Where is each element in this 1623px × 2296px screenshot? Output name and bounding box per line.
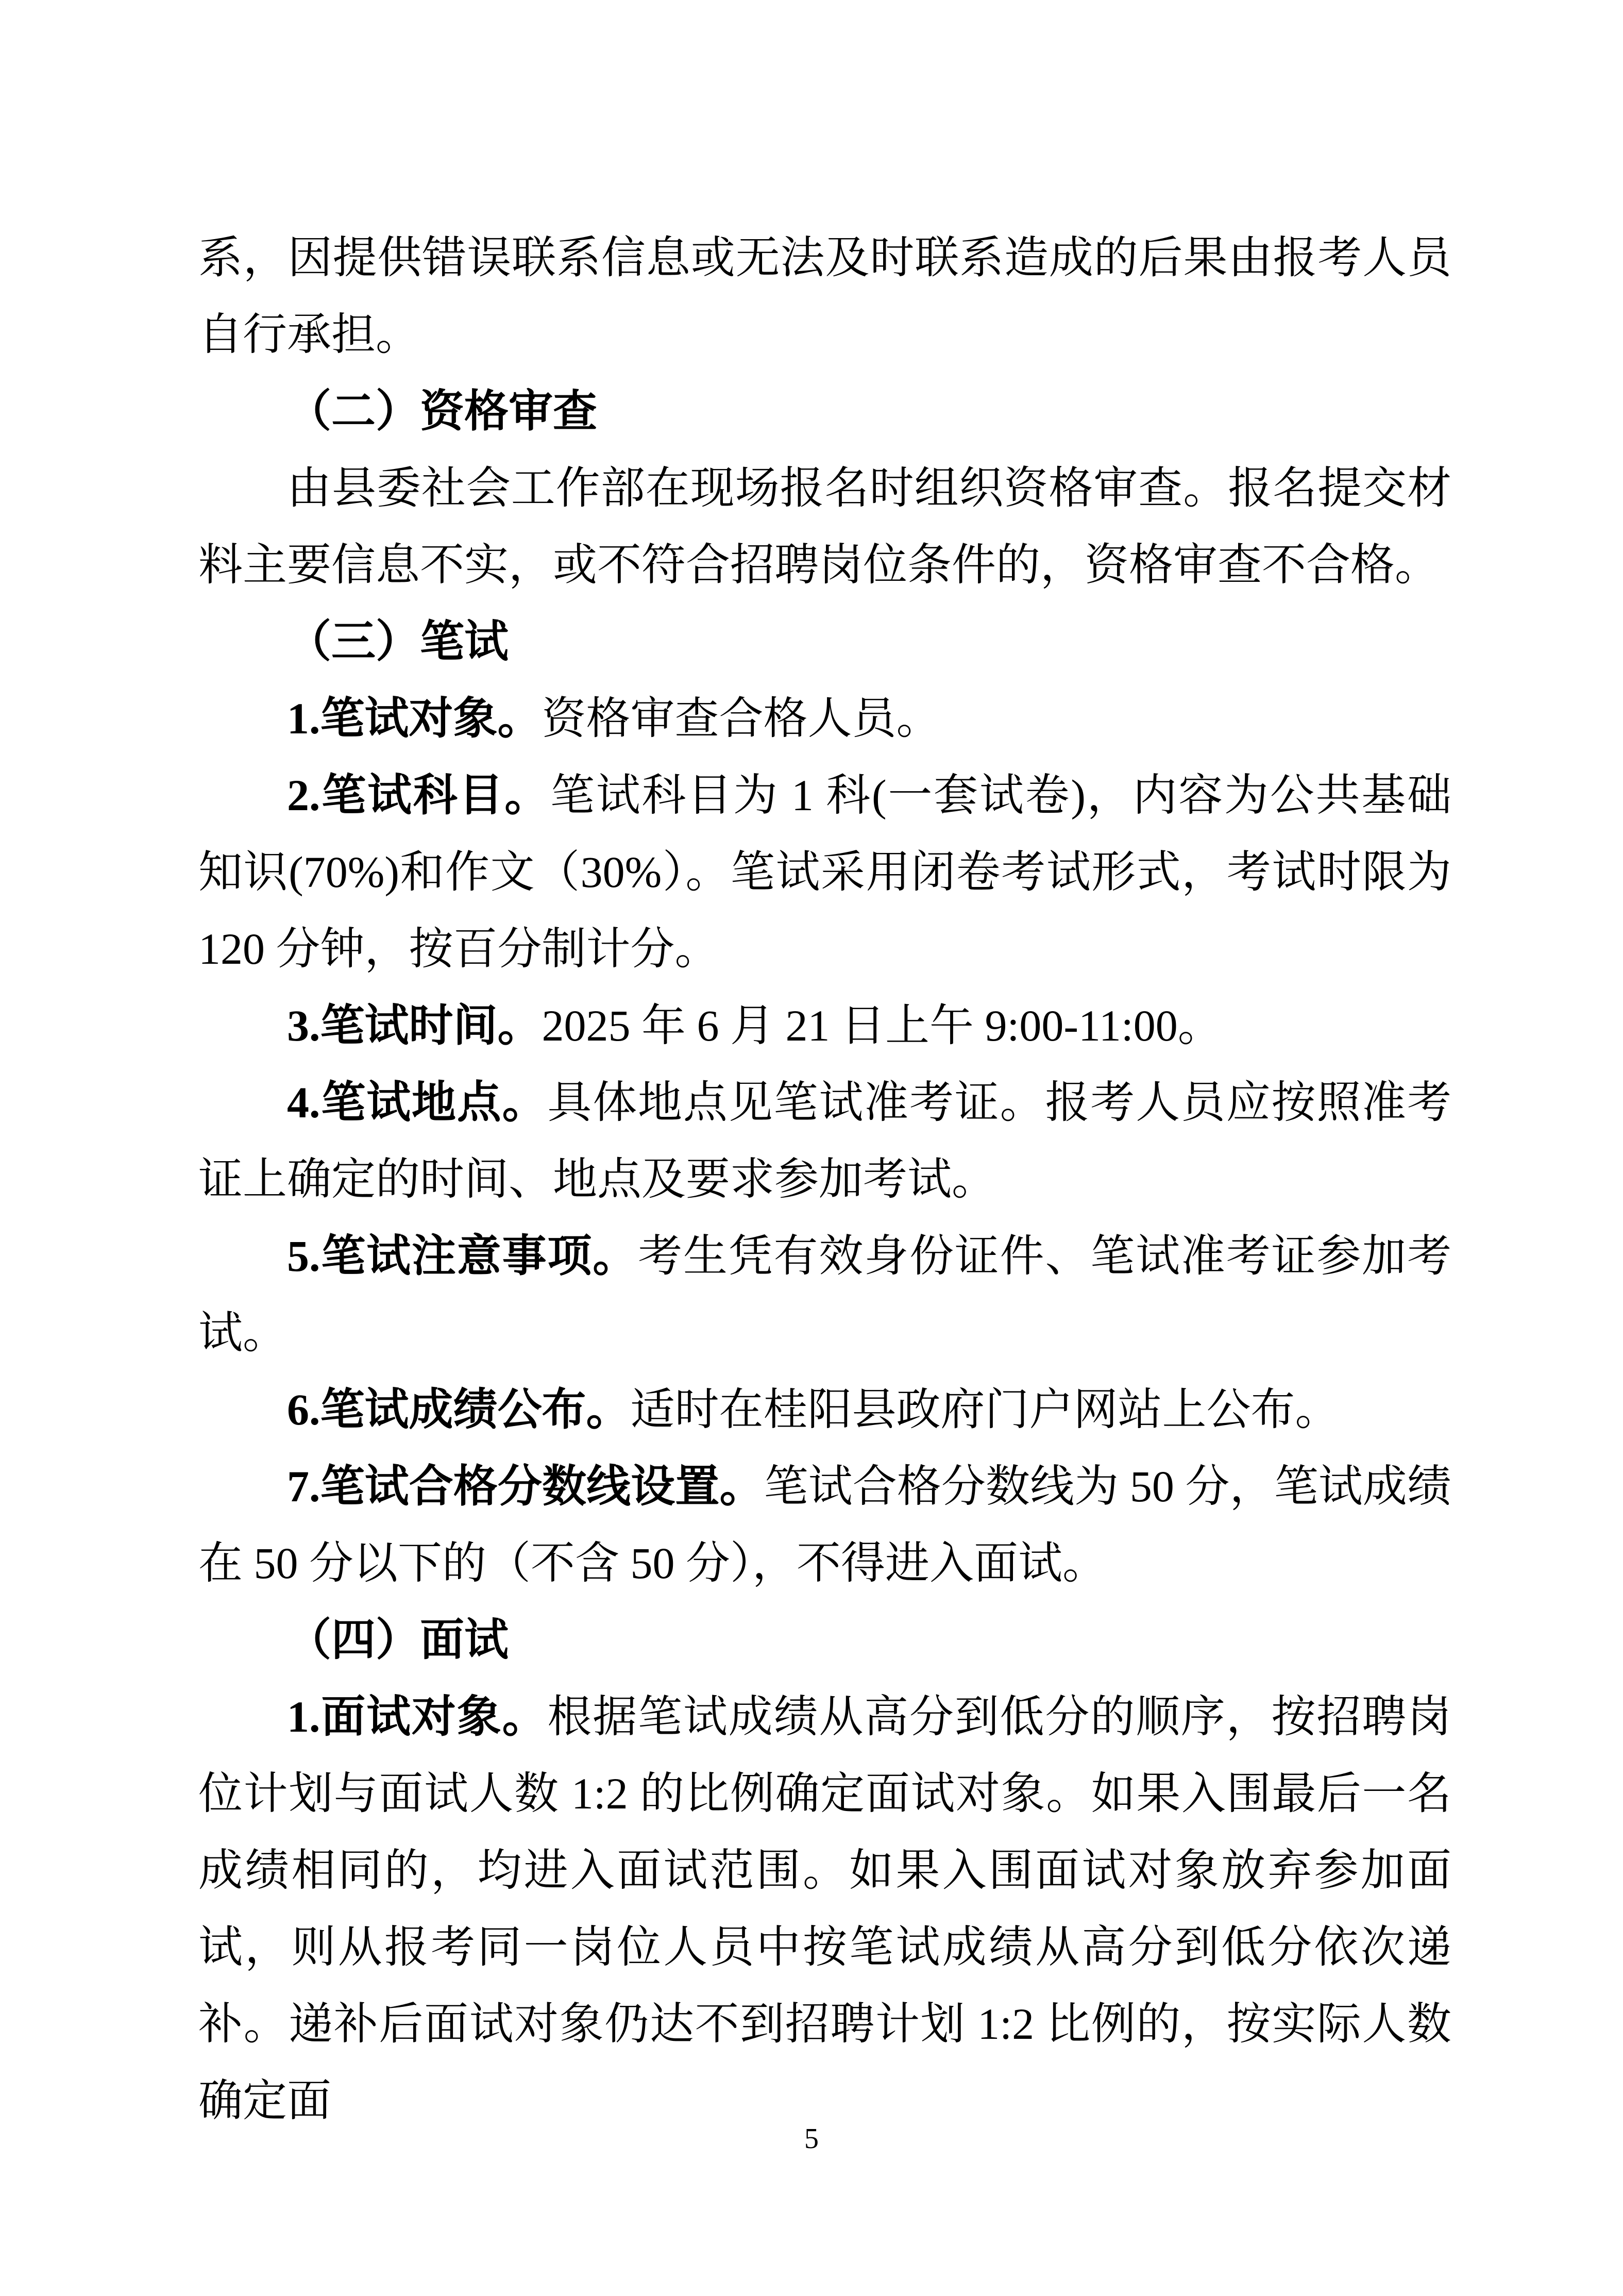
item-text: 资格审查合格人员。 [542, 694, 941, 743]
numbered-item-1 [198, 680, 1451, 757]
item-text: 笔试科目为 1 科(一套试卷)，内容为公共基础知识(70%)和作文（30%）。笔试采用闭卷考试形式，考试时限为 120 分钟，按百分制计分。 [198, 770, 1452, 974]
item-lead: 7.笔试合格分数线设置。 [287, 1462, 764, 1511]
paragraph-continuation [198, 220, 1451, 373]
page-number: 5 [804, 2123, 819, 2155]
numbered-item-3 [198, 987, 1451, 1064]
paragraph-text: 由县委社会工作部在现场报名时组织资格审查。报名提交材料主要信息不实，或不符合招聘岗位条件的，资格审查不合格。 [198, 463, 1451, 590]
item-text: 适时在桂阳县政府门户网站上公布。 [630, 1385, 1340, 1434]
section-heading-3 [198, 604, 1451, 680]
numbered-item-4 [198, 1064, 1451, 1218]
numbered-item-6 [198, 1371, 1451, 1448]
section-heading-label: （三）笔试 [287, 617, 509, 666]
section-heading-2 [198, 373, 1451, 450]
item-text: 根据笔试成绩从高分到低分的顺序，按招聘岗位计划与面试人数 1:2 的比例确定面试对象。如果入围最后一名成绩相同的，均进入面试范围。如果入围面试对象放弃参加面试，则从报考同一岗位人员中按笔试成绩从高分到低分依次递补。递补后面试对象仍达不到招聘计划 1:2 比例的，按实际人数确定面 [198, 1692, 1452, 2125]
numbered-item-2 [198, 757, 1451, 987]
item-text: 考生凭有效身份证件、笔试准考证参加考试。 [198, 1231, 1452, 1358]
item-lead: 5.笔试注意事项。 [287, 1231, 638, 1281]
item-lead: 1.面试对象。 [287, 1692, 548, 1741]
page-footer [0, 2123, 1623, 2154]
section-heading-label: （二）资格审查 [287, 387, 597, 436]
numbered-item-7 [198, 1448, 1451, 1602]
paragraph [198, 450, 1451, 604]
item-lead: 6.笔试成绩公布。 [287, 1385, 631, 1434]
item-lead: 2.笔试科目。 [287, 770, 550, 820]
paragraph-text: 系，因提供错误联系信息或无法及时联系造成的后果由报考人员自行承担。 [198, 233, 1451, 359]
section-heading-4 [198, 1602, 1451, 1679]
item-text: 笔试合格分数线为 50 分，笔试成绩在 50 分以下的（不含 50 分），不得进入面试。 [198, 1462, 1452, 1588]
document-body [198, 220, 1451, 2139]
numbered-item-5 [198, 1218, 1451, 1371]
item-lead: 4.笔试地点。 [287, 1078, 548, 1127]
item-lead: 1.笔试对象。 [287, 694, 542, 743]
section-heading-label: （四）面试 [287, 1615, 509, 1665]
numbered-item-interview-1 [198, 1679, 1451, 2139]
item-lead: 3.笔试时间。 [287, 1001, 542, 1050]
item-text: 2025 年 6 月 21 日上午 9:00-11:00。 [542, 1001, 1222, 1050]
item-text: 具体地点见笔试准考证。报考人员应按照准考证上确定的时间、地点及要求参加考试。 [198, 1078, 1452, 1204]
